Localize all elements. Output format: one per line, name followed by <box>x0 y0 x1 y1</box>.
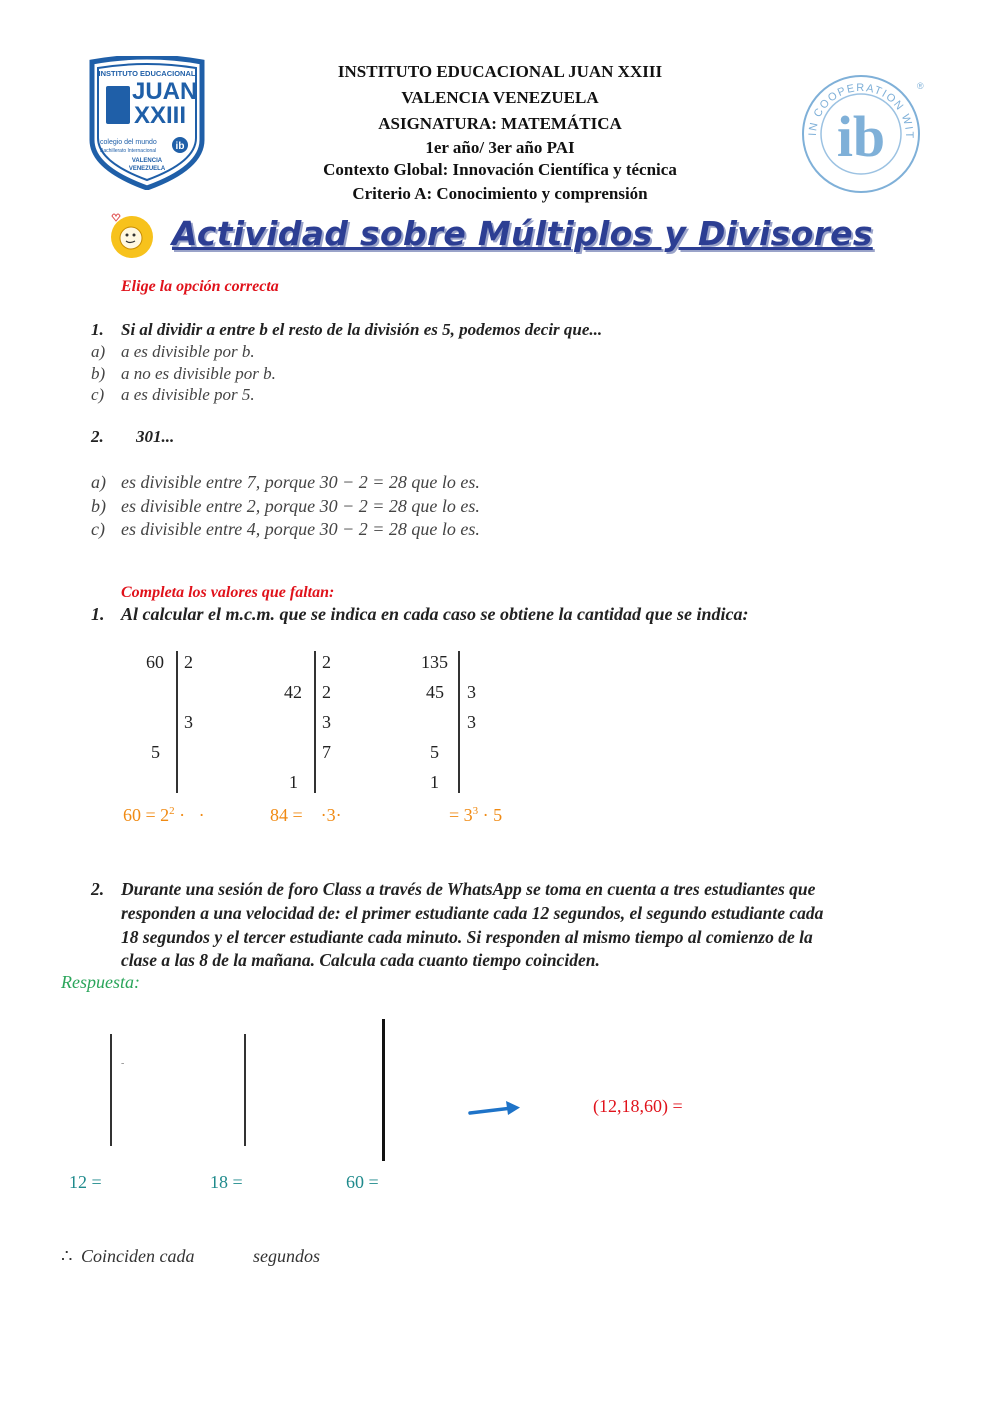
answer-dash: - <box>121 1058 125 1069</box>
result-135-rest: · 5 <box>478 805 503 825</box>
header-context: Contexto Global: Innovación Científica y técnica <box>323 160 677 179</box>
logo-city1: VALENCIA <box>131 158 163 164</box>
logo-juan: JUAN <box>132 78 198 105</box>
s2-q2-line4: clase a las 8 de la mañana. Calcula cada cuanto tiempo coinciden. <box>121 950 600 970</box>
t3-left-3: 5 <box>430 742 439 762</box>
q1-option-b-letter: b) <box>91 364 106 383</box>
conclusion-text-b: segundos <box>253 1246 320 1266</box>
t3-left-1: 45 <box>426 682 444 702</box>
t3-left-4: 1 <box>430 772 439 792</box>
q1-option-a-letter: a) <box>91 342 106 361</box>
q2-option-c[interactable]: es divisible entre 4, porque 30 − 2 = 28 que lo es. <box>121 519 480 539</box>
q1-option-a[interactable]: a es divisible por b. <box>121 342 255 361</box>
t2-right-2: 3 <box>322 712 331 732</box>
factor-12[interactable]: 12 = <box>69 1172 102 1192</box>
therefore-symbol: ∴ <box>61 1246 73 1266</box>
t3-right-2: 3 <box>467 712 476 732</box>
result-60[interactable] <box>123 805 205 826</box>
page-title: Actividad sobre Múltiplos y Divisores <box>172 214 873 253</box>
table1-divider <box>176 651 178 793</box>
result-135-exp: 3 <box>472 805 479 817</box>
s2-q2-line3: 18 segundos y el tercer estudiante cada minuto. Si responden al mismo tiempo al comienzo de la <box>121 927 813 947</box>
answer-label: Respuesta: <box>61 972 140 992</box>
result-60-base: 60 = 2 <box>123 805 170 825</box>
q1-option-c[interactable]: a es divisible por 5. <box>121 385 255 404</box>
header-grade: 1er año/ 3er año PAI <box>425 138 575 157</box>
mcm-expression[interactable]: (12,18,60) = <box>593 1096 683 1116</box>
t1-right-2: 3 <box>184 712 193 732</box>
instruction-complete: Completa los valores que faltan: <box>121 584 335 601</box>
header-subject: ASIGNATURA: MATEMÁTICA <box>378 114 622 133</box>
q2-text: 301... <box>136 427 175 446</box>
result-60-rest: · · <box>174 805 205 825</box>
header-criterion: Criterio A: Conocimiento y comprensión <box>352 184 648 203</box>
table2-divider <box>314 651 316 793</box>
ib-seal-icon <box>796 66 926 196</box>
factor-60[interactable]: 60 = <box>346 1172 379 1192</box>
q2-option-c-letter: c) <box>91 519 105 539</box>
ib-letters: ib <box>836 104 886 169</box>
logo-line2: Bachillerato Internacional <box>100 148 157 154</box>
s2-q2-number: 2. <box>91 879 105 899</box>
arrow-right-icon <box>468 1098 524 1125</box>
result-60-exp: 2 <box>169 805 175 817</box>
q2-option-b[interactable]: es divisible entre 2, porque 30 − 2 = 28 que lo es. <box>121 496 480 516</box>
result-84-rest: ·3· <box>302 805 342 825</box>
ib-ring-text: IN COOPERATION WIT <box>806 81 916 140</box>
school-logo <box>84 56 210 190</box>
q1-text: Si al dividir a entre b el resto de la división es 5, podemos decir que... <box>121 320 603 339</box>
s2-q2-line2: responden a una velocidad de: el primer estudiante cada 12 segundos, el segundo estudiante cada <box>121 903 824 923</box>
answer-divider-60 <box>382 1019 385 1161</box>
t1-left-3: 5 <box>151 742 160 762</box>
q2-option-a-letter: a) <box>91 472 106 492</box>
logo-top-text: INSTITUTO EDUCACIONAL <box>98 69 196 78</box>
answer-divider-12 <box>110 1034 112 1146</box>
header-city: VALENCIA VENEZUELA <box>401 88 599 107</box>
s2-q2-line1: Durante una sesión de foro Class a través de WhatsApp se toma en cuenta a tres estudiantes que <box>121 879 816 899</box>
q2-number: 2. <box>91 427 104 446</box>
logo-line1: colegio del mundo <box>100 139 157 146</box>
q2-option-a[interactable]: es divisible entre 7, porque 30 − 2 = 28 que lo es. <box>121 472 480 492</box>
t3-right-1: 3 <box>467 682 476 702</box>
q1-number: 1. <box>91 320 104 339</box>
q1-option-c-letter: c) <box>91 385 105 404</box>
t2-right-3: 7 <box>322 742 331 762</box>
logo-xxiii: XXIII <box>134 102 187 129</box>
result-84-base: 84 = <box>270 805 303 825</box>
table3-divider <box>458 651 460 793</box>
q2-option-b-letter: b) <box>91 496 106 516</box>
ib-logo <box>796 66 926 196</box>
s2-q1-text: Al calcular el m.c.m. que se indica en cada caso se obtiene la cantidad que se indica: <box>121 604 749 624</box>
s2-q1-number: 1. <box>91 604 105 624</box>
result-135[interactable] <box>449 805 502 826</box>
t1-right-0: 2 <box>184 652 193 672</box>
conclusion-text-a: Coinciden cada <box>81 1246 195 1266</box>
result-84[interactable] <box>270 805 342 826</box>
instruction-choose: Elige la opción correcta <box>121 278 279 295</box>
t2-left-1: 42 <box>284 682 302 702</box>
result-135-base: = 3 <box>449 805 473 825</box>
svg-text:ib: ib <box>175 141 185 152</box>
q1-option-b[interactable]: a no es divisible por b. <box>121 364 276 383</box>
factor-18[interactable]: 18 = <box>210 1172 243 1192</box>
logo-city2: VENEZUELA <box>128 166 166 172</box>
bulb-mascot-icon <box>104 210 156 260</box>
answer-divider-18 <box>244 1034 246 1146</box>
header-school: INSTITUTO EDUCACIONAL JUAN XXIII <box>337 62 663 81</box>
t2-left-4: 1 <box>289 772 298 792</box>
t1-left-0: 60 <box>146 652 164 672</box>
t2-right-0: 2 <box>322 652 331 672</box>
ib-registered: ® <box>917 81 924 91</box>
t3-left-0: 135 <box>421 652 448 672</box>
t2-right-1: 2 <box>322 682 331 702</box>
